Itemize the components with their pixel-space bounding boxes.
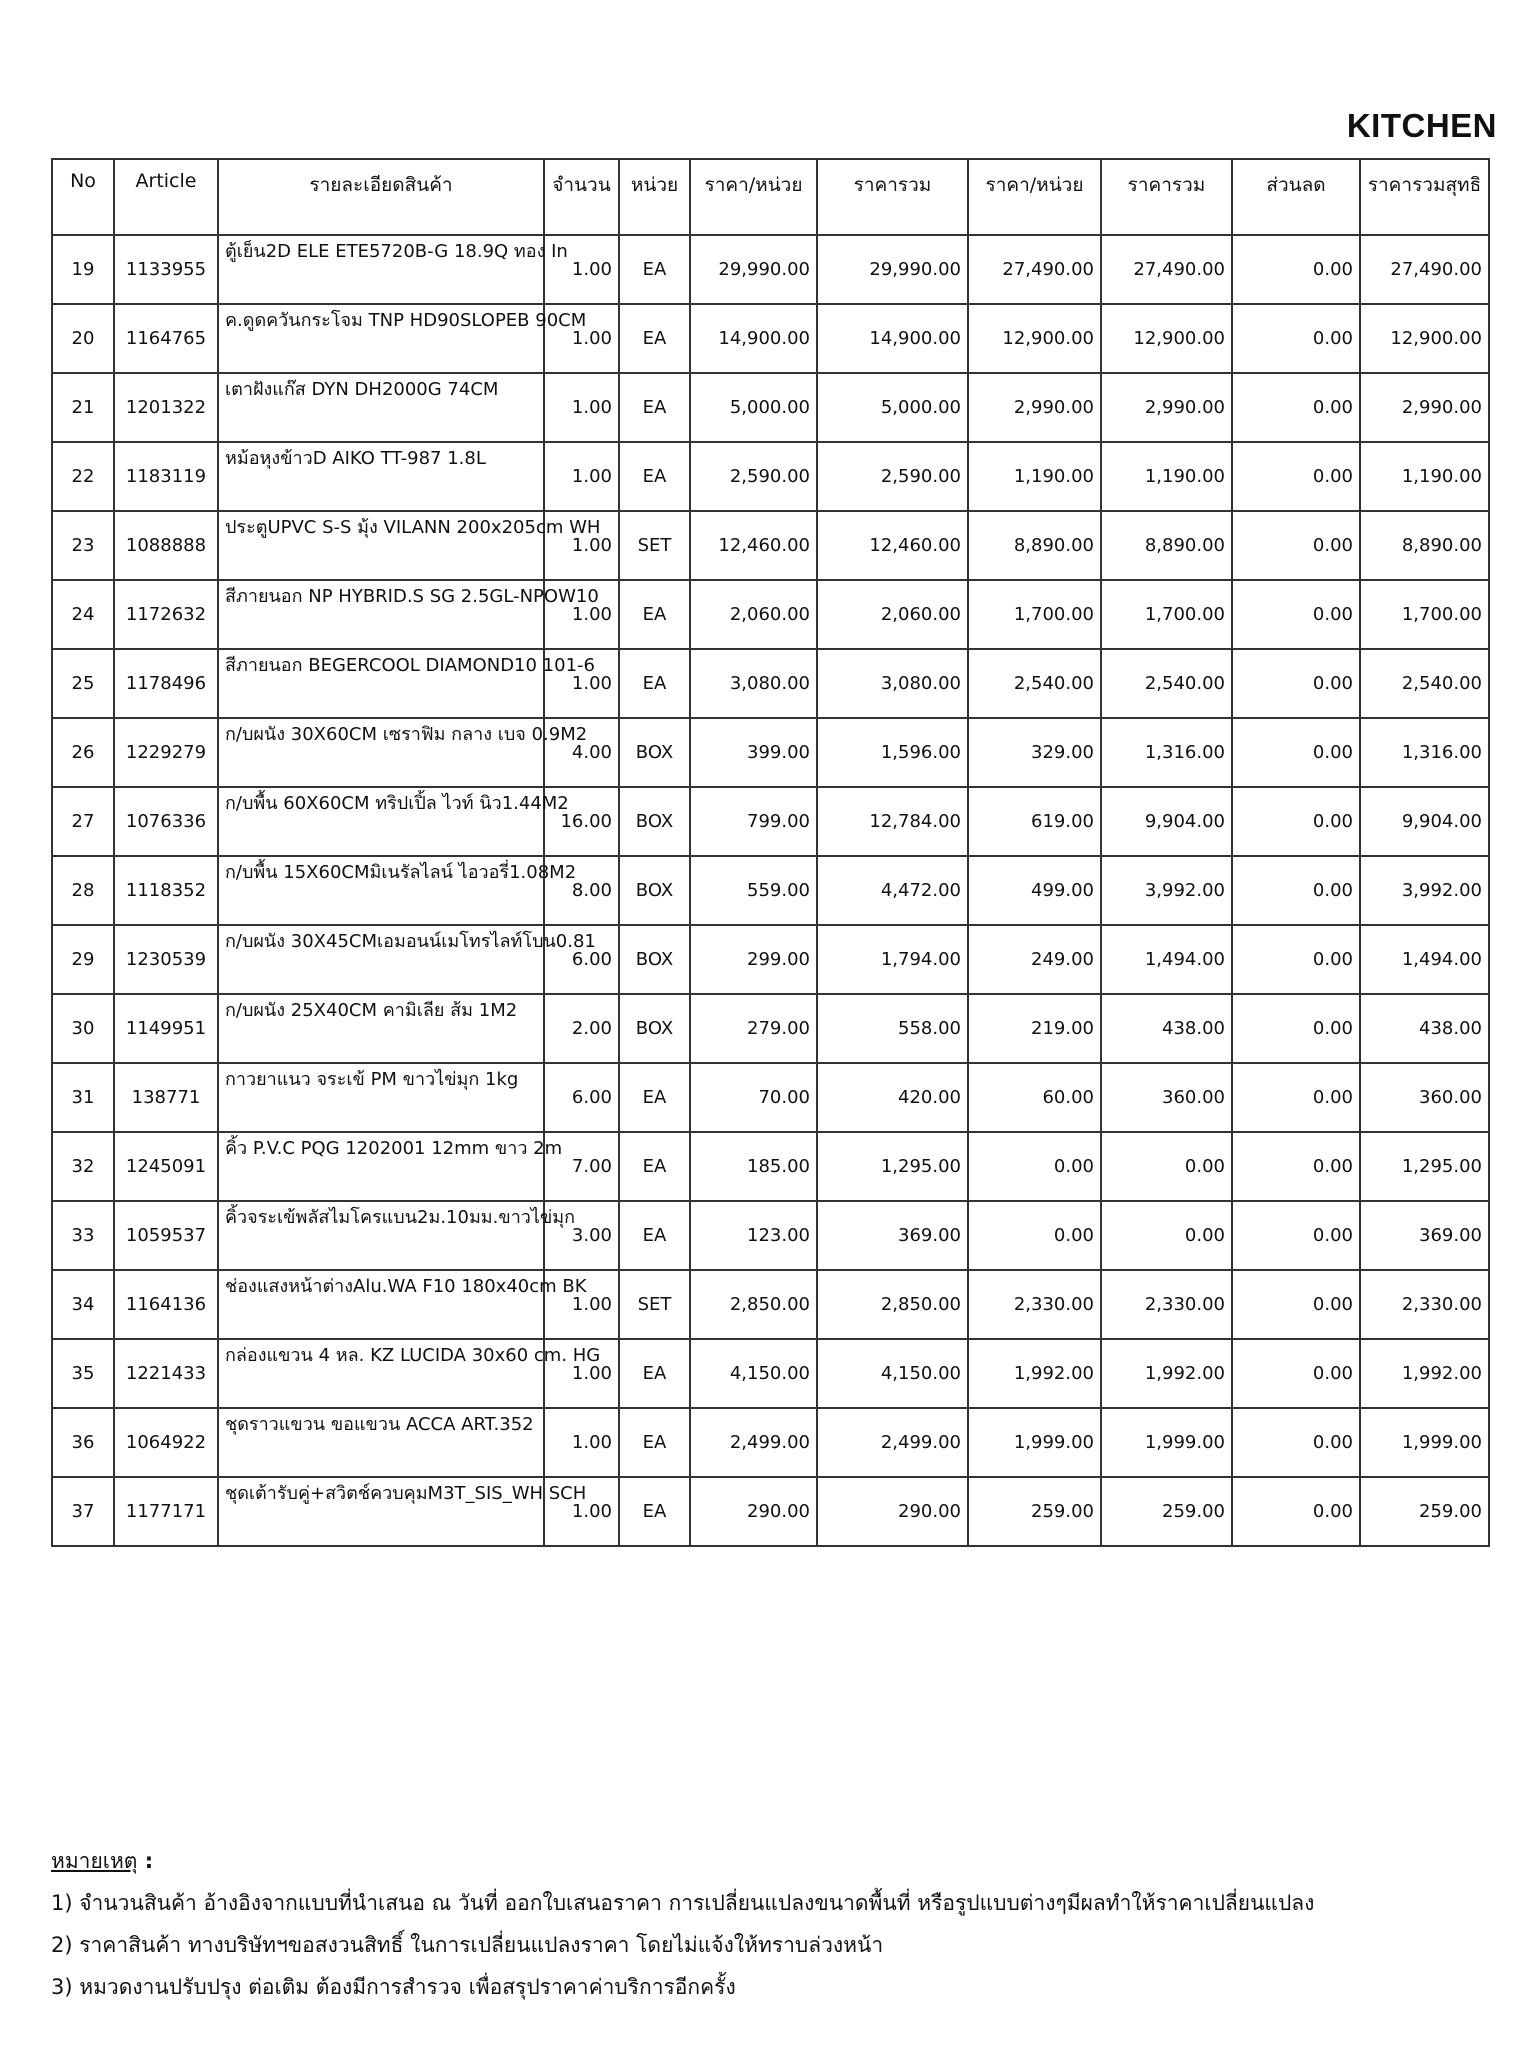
cell-unit: EA [619, 1063, 690, 1132]
cell-no: 25 [52, 649, 114, 718]
cell-discount: 0.00 [1232, 1477, 1360, 1546]
cell-discount: 0.00 [1232, 718, 1360, 787]
cell-net-total: 360.00 [1360, 1063, 1489, 1132]
cell-no: 33 [52, 1201, 114, 1270]
cell-article: 1149951 [114, 994, 218, 1063]
cell-discount: 0.00 [1232, 1063, 1360, 1132]
table-row [52, 1339, 1489, 1408]
cell-unit-price-2: 12,900.00 [968, 304, 1101, 373]
cell-total-2: 2,330.00 [1101, 1270, 1232, 1339]
cell-quantity: 1.00 [544, 511, 619, 580]
cell-no: 34 [52, 1270, 114, 1339]
cell-article: 1221433 [114, 1339, 218, 1408]
table-row [52, 1132, 1489, 1201]
header-discount: ส่วนลด [1232, 159, 1360, 235]
header-no: No [52, 159, 114, 235]
cell-unit-price-2: 499.00 [968, 856, 1101, 925]
cell-total-2: 9,904.00 [1101, 787, 1232, 856]
cell-total: 1,794.00 [817, 925, 968, 994]
cell-unit-price: 2,590.00 [690, 442, 817, 511]
note-line-1: 1) จำนวนสินค้า อ้างอิงจากแบบที่นำเสนอ ณ วันที่ ออกใบเสนอราคา การเปลี่ยนแปลงขนาดพื้นที่ หรือรูปแบบต่างๆมีผลทำให้ราคาเปลี่ยนแปลง [51, 1891, 1315, 1915]
cell-net-total: 1,295.00 [1360, 1132, 1489, 1201]
cell-no: 22 [52, 442, 114, 511]
notes-heading-line [51, 1840, 1314, 1882]
cell-unit-price: 70.00 [690, 1063, 817, 1132]
cell-unit-price: 399.00 [690, 718, 817, 787]
cell-unit-price-2: 8,890.00 [968, 511, 1101, 580]
cell-unit-price: 2,499.00 [690, 1408, 817, 1477]
table-row [52, 994, 1489, 1063]
cell-net-total: 2,330.00 [1360, 1270, 1489, 1339]
cell-article: 1118352 [114, 856, 218, 925]
header-unit: หน่วย [619, 159, 690, 235]
cell-unit-price: 5,000.00 [690, 373, 817, 442]
cell-no: 27 [52, 787, 114, 856]
cell-description: คิ้ว P.V.C PQG 1202001 12mm ขาว 2m [218, 1132, 544, 1201]
table-row [52, 580, 1489, 649]
cell-net-total: 2,540.00 [1360, 649, 1489, 718]
cell-total: 2,850.00 [817, 1270, 968, 1339]
header-total: ราคารวม [817, 159, 968, 235]
cell-unit: BOX [619, 925, 690, 994]
cell-description: ชุดเต้ารับคู่+สวิตช์ควบคุมM3T_SIS_WH SCH [218, 1477, 544, 1546]
cell-unit-price: 4,150.00 [690, 1339, 817, 1408]
cell-unit: EA [619, 1408, 690, 1477]
cell-total: 420.00 [817, 1063, 968, 1132]
cell-article: 138771 [114, 1063, 218, 1132]
cell-unit-price-2: 219.00 [968, 994, 1101, 1063]
cell-no: 23 [52, 511, 114, 580]
cell-net-total: 12,900.00 [1360, 304, 1489, 373]
cell-description: ก/บผนัง 30X60CM เซราฟิม กลาง เบจ 0.9M2 [218, 718, 544, 787]
cell-total-2: 1,316.00 [1101, 718, 1232, 787]
cell-unit-price: 12,460.00 [690, 511, 817, 580]
cell-unit-price-2: 2,330.00 [968, 1270, 1101, 1339]
cell-total: 4,472.00 [817, 856, 968, 925]
cell-total: 2,499.00 [817, 1408, 968, 1477]
cell-total-2: 438.00 [1101, 994, 1232, 1063]
cell-unit-price-2: 2,990.00 [968, 373, 1101, 442]
cell-unit-price: 290.00 [690, 1477, 817, 1546]
cell-unit: EA [619, 649, 690, 718]
table-row [52, 1408, 1489, 1477]
cell-unit-price-2: 619.00 [968, 787, 1101, 856]
cell-unit: EA [619, 1132, 690, 1201]
cell-quantity: 1.00 [544, 1408, 619, 1477]
table-row [52, 373, 1489, 442]
cell-unit-price-2: 1,999.00 [968, 1408, 1101, 1477]
cell-quantity: 3.00 [544, 1201, 619, 1270]
cell-net-total: 27,490.00 [1360, 235, 1489, 304]
cell-quantity: 1.00 [544, 373, 619, 442]
cell-total-2: 1,999.00 [1101, 1408, 1232, 1477]
table-row [52, 1201, 1489, 1270]
cell-net-total: 438.00 [1360, 994, 1489, 1063]
cell-unit: EA [619, 1339, 690, 1408]
cell-no: 36 [52, 1408, 114, 1477]
notes-section [51, 1840, 1314, 2008]
cell-article: 1088888 [114, 511, 218, 580]
cell-no: 20 [52, 304, 114, 373]
cell-total: 5,000.00 [817, 373, 968, 442]
cell-unit-price-2: 27,490.00 [968, 235, 1101, 304]
cell-discount: 0.00 [1232, 511, 1360, 580]
cell-quantity: 4.00 [544, 718, 619, 787]
cell-discount: 0.00 [1232, 994, 1360, 1063]
cell-description: กาวยาแนว จระเข้ PM ขาวไข่มุก 1kg [218, 1063, 544, 1132]
cell-total-2: 8,890.00 [1101, 511, 1232, 580]
table-row [52, 649, 1489, 718]
cell-net-total: 1,316.00 [1360, 718, 1489, 787]
cell-article: 1230539 [114, 925, 218, 994]
cell-article: 1201322 [114, 373, 218, 442]
cell-unit: SET [619, 511, 690, 580]
cell-unit-price-2: 249.00 [968, 925, 1101, 994]
table-row [52, 1063, 1489, 1132]
cell-quantity: 1.00 [544, 304, 619, 373]
cell-total: 2,060.00 [817, 580, 968, 649]
cell-total-2: 0.00 [1101, 1132, 1232, 1201]
cell-article: 1183119 [114, 442, 218, 511]
cell-article: 1172632 [114, 580, 218, 649]
cell-unit: EA [619, 235, 690, 304]
cell-description: สีภายนอก BEGERCOOL DIAMOND10 101-6 [218, 649, 544, 718]
cell-description: สีภายนอก NP HYBRID.S SG 2.5GL-NPOW10 [218, 580, 544, 649]
cell-net-total: 1,700.00 [1360, 580, 1489, 649]
cell-total: 558.00 [817, 994, 968, 1063]
cell-total-2: 0.00 [1101, 1201, 1232, 1270]
cell-description: ชุดราวแขวน ขอแขวน ACCA ART.352 [218, 1408, 544, 1477]
cell-discount: 0.00 [1232, 1270, 1360, 1339]
header-quantity: จำนวน [544, 159, 619, 235]
cell-article: 1059537 [114, 1201, 218, 1270]
cell-quantity: 1.00 [544, 442, 619, 511]
cell-quantity: 16.00 [544, 787, 619, 856]
cell-unit: BOX [619, 787, 690, 856]
table-body [52, 235, 1489, 1546]
cell-discount: 0.00 [1232, 235, 1360, 304]
cell-description: ตู้เย็น2D ELE ETE5720B-G 18.9Q ทอง In [218, 235, 544, 304]
cell-quantity: 1.00 [544, 1339, 619, 1408]
cell-no: 26 [52, 718, 114, 787]
cell-no: 32 [52, 1132, 114, 1201]
cell-no: 28 [52, 856, 114, 925]
cell-discount: 0.00 [1232, 1408, 1360, 1477]
cell-unit: EA [619, 442, 690, 511]
table-row [52, 304, 1489, 373]
header-description: รายละเอียดสินค้า [218, 159, 544, 235]
cell-net-total: 1,992.00 [1360, 1339, 1489, 1408]
table-row [52, 442, 1489, 511]
cell-no: 30 [52, 994, 114, 1063]
cell-article: 1133955 [114, 235, 218, 304]
cell-total: 12,784.00 [817, 787, 968, 856]
cell-discount: 0.00 [1232, 787, 1360, 856]
cell-unit-price: 14,900.00 [690, 304, 817, 373]
cell-description: ก/บผนัง 30X45CMเอมอนน์เมโทรไลท์โบน0.81 [218, 925, 544, 994]
header-total-2: ราคารวม [1101, 159, 1232, 235]
header-article: Article [114, 159, 218, 235]
cell-net-total: 259.00 [1360, 1477, 1489, 1546]
cell-unit-price-2: 0.00 [968, 1132, 1101, 1201]
cell-total: 1,596.00 [817, 718, 968, 787]
cell-unit-price-2: 0.00 [968, 1201, 1101, 1270]
header-net-total: ราคารวมสุทธิ [1360, 159, 1489, 235]
cell-total: 1,295.00 [817, 1132, 968, 1201]
cell-total: 369.00 [817, 1201, 968, 1270]
cell-total: 290.00 [817, 1477, 968, 1546]
cell-article: 1076336 [114, 787, 218, 856]
cell-quantity: 1.00 [544, 235, 619, 304]
cell-quantity: 1.00 [544, 580, 619, 649]
cell-unit-price: 279.00 [690, 994, 817, 1063]
cell-total-2: 360.00 [1101, 1063, 1232, 1132]
cell-unit-price: 3,080.00 [690, 649, 817, 718]
cell-total-2: 27,490.00 [1101, 235, 1232, 304]
cell-discount: 0.00 [1232, 649, 1360, 718]
cell-description: ก/บพื้น 60X60CM ทริปเปิ้ล ไวท์ นิว1.44M2 [218, 787, 544, 856]
table-row [52, 235, 1489, 304]
table-row [52, 787, 1489, 856]
cell-quantity: 8.00 [544, 856, 619, 925]
cell-net-total: 1,494.00 [1360, 925, 1489, 994]
cell-unit-price-2: 1,700.00 [968, 580, 1101, 649]
cell-article: 1229279 [114, 718, 218, 787]
items-table [51, 158, 1490, 1547]
table-row [52, 511, 1489, 580]
cell-discount: 0.00 [1232, 925, 1360, 994]
cell-no: 19 [52, 235, 114, 304]
table-header-row [52, 159, 1489, 235]
cell-description: ช่องแสงหน้าต่างAlu.WA F10 180x40cm BK [218, 1270, 544, 1339]
cell-unit-price: 559.00 [690, 856, 817, 925]
cell-total: 12,460.00 [817, 511, 968, 580]
cell-quantity: 1.00 [544, 1477, 619, 1546]
cell-quantity: 6.00 [544, 925, 619, 994]
cell-net-total: 2,990.00 [1360, 373, 1489, 442]
cell-discount: 0.00 [1232, 580, 1360, 649]
cell-total-2: 1,992.00 [1101, 1339, 1232, 1408]
cell-quantity: 7.00 [544, 1132, 619, 1201]
cell-total: 29,990.00 [817, 235, 968, 304]
cell-discount: 0.00 [1232, 1339, 1360, 1408]
cell-net-total: 369.00 [1360, 1201, 1489, 1270]
cell-description: ก/บพื้น 15X60CMมิเนรัลไลน์ ไอวอรี่1.08M2 [218, 856, 544, 925]
cell-article: 1245091 [114, 1132, 218, 1201]
cell-unit-price-2: 60.00 [968, 1063, 1101, 1132]
header-unit-price-2: ราคา/หน่วย [968, 159, 1101, 235]
note-line-2: 2) ราคาสินค้า ทางบริษัทฯขอสงวนสิทธิ์ ในการเปลี่ยนแปลงราคา โดยไม่แจ้งให้ทราบล่วงหน้า [51, 1933, 884, 1957]
cell-unit-price-2: 329.00 [968, 718, 1101, 787]
cell-unit-price: 123.00 [690, 1201, 817, 1270]
cell-unit-price: 29,990.00 [690, 235, 817, 304]
table-row [52, 1270, 1489, 1339]
cell-no: 35 [52, 1339, 114, 1408]
table-row [52, 1477, 1489, 1546]
table-row [52, 856, 1489, 925]
header-unit-price: ราคา/หน่วย [690, 159, 817, 235]
cell-description: ก/บผนัง 25X40CM คามิเลีย ส้ม 1M2 [218, 994, 544, 1063]
cell-discount: 0.00 [1232, 373, 1360, 442]
cell-description: ค.ดูดควันกระโจม TNP HD90SLOPEB 90CM [218, 304, 544, 373]
cell-quantity: 1.00 [544, 649, 619, 718]
cell-quantity: 6.00 [544, 1063, 619, 1132]
notes-colon: : [137, 1849, 154, 1873]
cell-total: 3,080.00 [817, 649, 968, 718]
cell-description: เตาฝังแก๊ส DYN DH2000G 74CM [218, 373, 544, 442]
cell-discount: 0.00 [1232, 1201, 1360, 1270]
page-title: KITCHEN [1346, 107, 1497, 144]
cell-total-2: 12,900.00 [1101, 304, 1232, 373]
cell-total-2: 2,540.00 [1101, 649, 1232, 718]
cell-unit: EA [619, 1201, 690, 1270]
cell-quantity: 1.00 [544, 1270, 619, 1339]
cell-net-total: 8,890.00 [1360, 511, 1489, 580]
table-row [52, 925, 1489, 994]
cell-unit: BOX [619, 856, 690, 925]
cell-article: 1164765 [114, 304, 218, 373]
cell-article: 1178496 [114, 649, 218, 718]
cell-article: 1164136 [114, 1270, 218, 1339]
cell-unit-price-2: 259.00 [968, 1477, 1101, 1546]
cell-discount: 0.00 [1232, 1132, 1360, 1201]
cell-total-2: 1,700.00 [1101, 580, 1232, 649]
cell-unit: EA [619, 1477, 690, 1546]
cell-no: 21 [52, 373, 114, 442]
cell-description: หม้อหุงข้าวD AIKO TT-987 1.8L [218, 442, 544, 511]
cell-total-2: 1,190.00 [1101, 442, 1232, 511]
cell-unit-price: 185.00 [690, 1132, 817, 1201]
cell-no: 37 [52, 1477, 114, 1546]
cell-unit: BOX [619, 994, 690, 1063]
cell-net-total: 9,904.00 [1360, 787, 1489, 856]
cell-total: 14,900.00 [817, 304, 968, 373]
cell-discount: 0.00 [1232, 856, 1360, 925]
cell-no: 31 [52, 1063, 114, 1132]
cell-total: 4,150.00 [817, 1339, 968, 1408]
cell-unit: EA [619, 304, 690, 373]
cell-net-total: 3,992.00 [1360, 856, 1489, 925]
cell-unit-price-2: 1,190.00 [968, 442, 1101, 511]
note-line-3: 3) หมวดงานปรับปรุง ต่อเติม ต้องมีการสำรวจ เพื่อสรุปราคาค่าบริการอีกครั้ง [51, 1975, 736, 1999]
cell-no: 29 [52, 925, 114, 994]
cell-article: 1064922 [114, 1408, 218, 1477]
cell-net-total: 1,999.00 [1360, 1408, 1489, 1477]
cell-unit-price: 2,850.00 [690, 1270, 817, 1339]
cell-total: 2,590.00 [817, 442, 968, 511]
notes-heading: หมายเหตุ [51, 1849, 138, 1873]
cell-unit-price: 799.00 [690, 787, 817, 856]
cell-description: ประตูUPVC S-S มุ้ง VILANN 200x205cm WH [218, 511, 544, 580]
cell-article: 1177171 [114, 1477, 218, 1546]
cell-unit: SET [619, 1270, 690, 1339]
cell-unit-price: 299.00 [690, 925, 817, 994]
cell-total-2: 3,992.00 [1101, 856, 1232, 925]
cell-unit: EA [619, 580, 690, 649]
cell-quantity: 2.00 [544, 994, 619, 1063]
cell-net-total: 1,190.00 [1360, 442, 1489, 511]
cell-unit-price: 2,060.00 [690, 580, 817, 649]
table-row [52, 718, 1489, 787]
cell-unit: BOX [619, 718, 690, 787]
cell-unit: EA [619, 373, 690, 442]
cell-discount: 0.00 [1232, 442, 1360, 511]
cell-no: 24 [52, 580, 114, 649]
cell-unit-price-2: 1,992.00 [968, 1339, 1101, 1408]
cell-unit-price-2: 2,540.00 [968, 649, 1101, 718]
cell-discount: 0.00 [1232, 304, 1360, 373]
cell-total-2: 2,990.00 [1101, 373, 1232, 442]
cell-description: คิ้วจระเข้พลัสไมโครแบน2ม.10มม.ขาวไข่มุก [218, 1201, 544, 1270]
cell-total-2: 259.00 [1101, 1477, 1232, 1546]
cell-description: กล่องแขวน 4 หล. KZ LUCIDA 30x60 cm. HG [218, 1339, 544, 1408]
cell-total-2: 1,494.00 [1101, 925, 1232, 994]
